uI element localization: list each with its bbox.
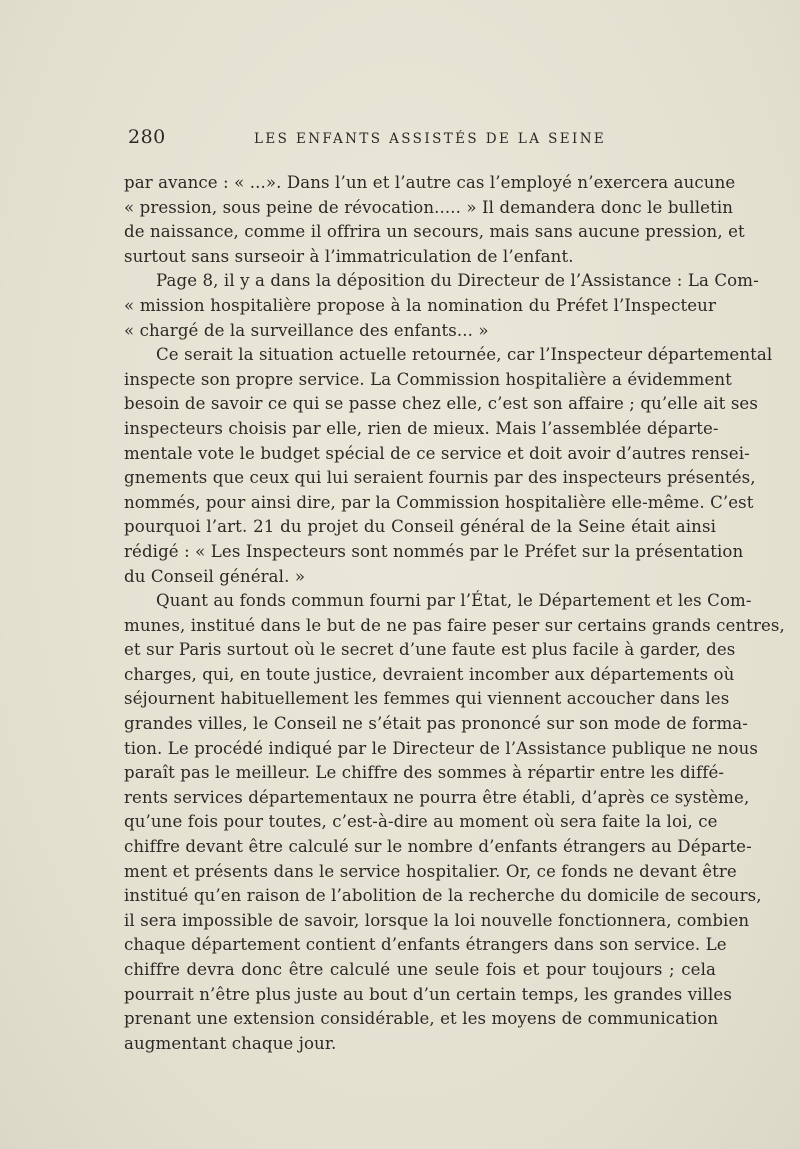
text-line: de naissance, comme il offrira un secours, mais sans aucune pression, et [124,222,745,242]
text-line: par avance : « ...». Dans l’un et l’autre cas l’employé n’exercera aucune [124,173,736,192]
text-line: séjournent habituellement les femmes qui viennent accoucher dans les [124,689,730,709]
text-line: et sur Paris surtout où le secret d’une faute est plus facile à garder, des [124,640,736,660]
text-line: pourrait n’être plus juste au bout d’un certain temps, les grandes villes [124,984,732,1004]
text-line: tion. Le procédé indiqué par le Directeur de l’Assistance publique ne nous [124,738,758,758]
text-line: paraît pas le meilleur. Le chiffre des sommes à répartir entre les diffé- [124,763,725,783]
text-line: il sera impossible de savoir, lorsque la loi nouvelle fonctionnera, combien [124,910,750,930]
text-line: institué qu’en raison de l’abolition de la recherche du domicile de secours, [124,886,762,906]
text-line: Page 8, il y a dans la déposition du Directeur de l’Assistance : La Com- [156,271,759,291]
text-line: gnements que ceux qui lui seraient fournis par des inspecteurs présentés, [124,468,756,488]
text-line: surtout sans surseoir à l’immatriculation de l’enfant. [124,246,574,266]
text-line: ment et présents dans le service hospitalier. Or, ce fonds ne devant être [124,861,737,881]
text-line: rédigé : « Les Inspecteurs sont nommés par le Préfet sur la présentation [124,541,744,561]
running-head: LES ENFANTS ASSISTÉS DE LA SEINE [254,131,607,147]
text-line: inspecte son propre service. La Commission hospitalière a évidemment [124,369,732,389]
text-line: « mission hospitalière propose à la nomination du Préfet l’Inspecteur [124,295,716,315]
text-line: « pression, sous peine de révocation..... » Il demandera donc le bulletin [124,197,734,217]
text-line: Ce serait la situation actuelle retournée, car l’Inspecteur départemental [156,345,773,365]
text-line: pourquoi l’art. 21 du projet du Conseil général de la Seine était ainsi [124,517,716,537]
text-line: prenant une extension considérable, et les moyens de communication [124,1009,719,1029]
text-line: qu’une fois pour toutes, c’est-à-dire au moment où sera faite la loi, ce [124,812,718,832]
text-line: du Conseil général. » [124,566,306,586]
text-line: chaque département contient d’enfants étrangers dans son service. Le [124,935,727,955]
text-line: grandes villes, le Conseil ne s’était pas prononcé sur son mode de forma- [124,714,748,734]
text-line: munes, institué dans le but de ne pas faire peser sur certains grands centres, [124,615,785,635]
text-line: chiffre devra donc être calculé une seule fois et pour toujours ; cela [124,960,716,979]
text-line: mentale vote le budget spécial de ce service et doit avoir d’autres rensei- [124,443,750,463]
text-line: charges, qui, en toute justice, devraient incomber aux départements où [124,664,735,684]
page-header [128,126,718,156]
text-line: nommés, pour ainsi dire, par la Commission hospitalière elle-même. C’est [124,492,754,512]
text-line: « chargé de la surveillance des enfants... » [124,320,489,340]
text-line: inspecteurs choisis par elle, rien de mieux. Mais l’assemblée départe- [124,418,719,438]
text-line: rents services départementaux ne pourra être établi, d’après ce système, [124,787,750,807]
text-line: Quant au fonds commun fourni par l’État, le Département et les Com- [156,591,752,611]
body-text [124,171,785,1056]
text-line: besoin de savoir ce qui se passe chez elle, c’est son affaire ; qu’elle ait ses [124,394,758,414]
text-line: chiffre devant être calculé sur le nombre d’enfants étrangers au Départe- [124,837,752,857]
page-number: 280 [128,126,166,148]
text-line: augmentant chaque jour. [124,1033,337,1053]
